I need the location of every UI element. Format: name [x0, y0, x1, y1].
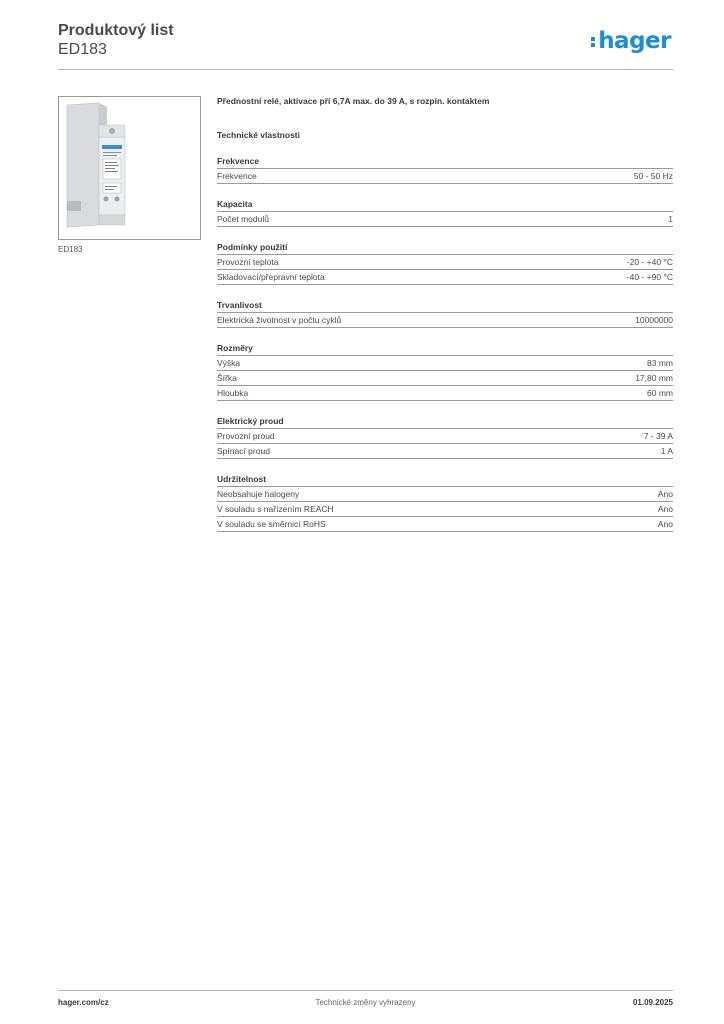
spec-label: Neobsahuje halogeny — [217, 489, 300, 499]
relay-device-illustration — [59, 97, 200, 239]
spec-value: -20 - +40 °C — [626, 257, 673, 267]
spec-section — [217, 199, 673, 227]
spec-label: V souladu se směrnicí RoHS — [217, 519, 326, 529]
spec-row — [217, 444, 673, 459]
spec-label: Skladovací/přepravní teplota — [217, 272, 325, 282]
section-title: Frekvence — [217, 156, 673, 169]
spec-label: Šířka — [217, 373, 237, 383]
spec-label: Provozní proud — [217, 431, 275, 441]
property-sections — [217, 156, 673, 532]
spec-row — [217, 386, 673, 401]
section-title: Elektrický proud — [217, 416, 673, 429]
spec-section — [217, 156, 673, 184]
spec-label: V souladu s nařízením REACH — [217, 504, 334, 514]
spec-value: 50 - 50 Hz — [633, 171, 673, 181]
spec-row — [217, 356, 673, 371]
spec-row — [217, 313, 673, 328]
spec-section — [217, 416, 673, 459]
document-title: Produktový list — [58, 22, 174, 39]
spec-section — [217, 300, 673, 328]
logo-text: hager — [598, 28, 671, 54]
spec-section — [217, 242, 673, 285]
image-caption: ED183 — [58, 245, 83, 254]
spec-value: Ano — [657, 519, 673, 529]
product-image — [58, 96, 201, 240]
spec-value: 10000000 — [635, 315, 673, 325]
spec-value: 1 A — [660, 446, 673, 456]
spec-label: Počet modulů — [217, 214, 269, 224]
spec-section — [217, 343, 673, 401]
spec-value: -40 - +90 °C — [626, 272, 673, 282]
page-header — [58, 22, 673, 70]
spec-row — [217, 487, 673, 502]
spec-row — [217, 169, 673, 184]
spec-label: Frekvence — [217, 171, 257, 181]
spec-value: 17,80 mm — [635, 373, 673, 383]
spec-value: Ano — [657, 504, 673, 514]
footer-notice: Technické změny vyhrazeny — [315, 998, 416, 1007]
spec-value: 1 — [668, 214, 673, 224]
spec-label: Elektrická životnost v počtu cyklů — [217, 315, 342, 325]
section-title: Kapacita — [217, 199, 673, 212]
section-title: Udržitelnost — [217, 474, 673, 487]
spec-row — [217, 371, 673, 386]
spec-value: 60 mm — [647, 388, 673, 398]
hager-logo[interactable] — [591, 28, 671, 54]
product-description: Přednostní relé, aktivace při 6,7A max. do 39 A, s rozpín. kontaktem — [217, 96, 490, 106]
section-title: Podmínky použití — [217, 242, 673, 255]
spec-value: 7 - 39 A — [643, 431, 673, 441]
spec-section — [217, 474, 673, 532]
footer-date: 01.09.2025 — [632, 998, 673, 1007]
product-code: ED183 — [58, 41, 107, 58]
spec-label: Spínací proud — [217, 446, 270, 456]
footer-website-link[interactable]: hager.com/cz — [58, 998, 109, 1007]
footer-divider — [58, 990, 673, 991]
header-divider — [58, 69, 673, 70]
section-title: Rozměry — [217, 343, 673, 356]
spec-label: Výška — [217, 358, 241, 368]
spec-row — [217, 212, 673, 227]
spec-row — [217, 270, 673, 285]
spec-value: 83 mm — [647, 358, 673, 368]
spec-label: Hloubka — [217, 388, 249, 398]
spec-value: Ano — [657, 489, 673, 499]
spec-row — [217, 517, 673, 532]
spec-row — [217, 255, 673, 270]
section-title: Trvanlivost — [217, 300, 673, 313]
product-details — [217, 96, 673, 532]
spec-label: Provozní teplota — [217, 257, 279, 267]
spec-row — [217, 429, 673, 444]
logo-dots-icon — [591, 35, 597, 49]
spec-row — [217, 502, 673, 517]
technical-properties-heading: Technické vlastnosti — [217, 130, 300, 140]
